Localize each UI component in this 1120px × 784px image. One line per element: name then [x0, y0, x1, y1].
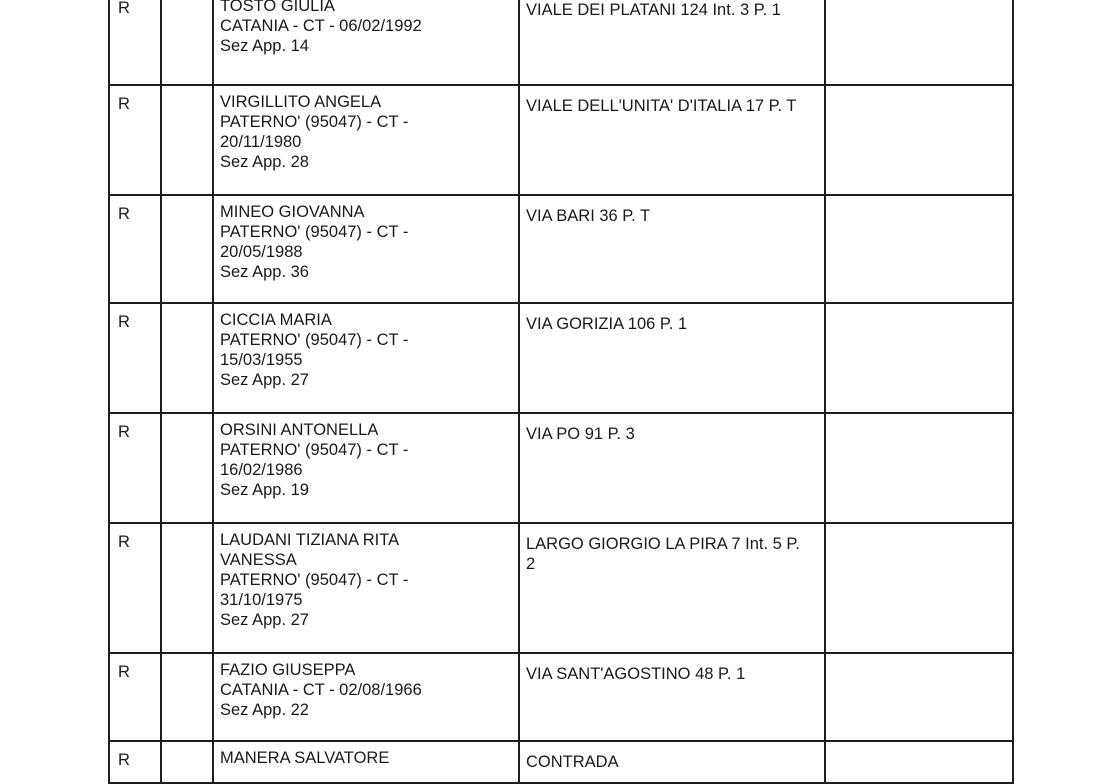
table-row [109, 523, 1013, 653]
code-cell: R [109, 413, 161, 523]
address-text: CONTRADA [526, 753, 619, 771]
blank-cell [161, 195, 213, 303]
address-cell [519, 85, 825, 195]
person-cell [213, 741, 519, 783]
address-text: LARGO GIORGIO LA PIRA 7 Int. 5 P. 2 [526, 535, 800, 573]
extra-cell [825, 523, 1013, 653]
person-name: LAUDANI TIZIANA RITA [220, 531, 400, 549]
address-cell [519, 523, 825, 653]
birth-place: PATERNO' (95047) - CT - [220, 223, 409, 241]
table-row [109, 303, 1013, 413]
code-cell: R [109, 523, 161, 653]
person-cell [213, 85, 519, 195]
address-text: VIALE DEI PLATANI 124 Int. 3 P. 1 [526, 1, 781, 19]
section-info: Sez App. 22 [220, 701, 309, 719]
section-info: Sez App. 14 [220, 37, 309, 55]
address-cell [519, 195, 825, 303]
person-name: CICCIA MARIA [220, 311, 332, 329]
address-cell [519, 303, 825, 413]
roster-table [108, 0, 1014, 784]
code-cell: R [109, 195, 161, 303]
blank-cell [161, 741, 213, 783]
person-name: TOSTO GIULIA [220, 0, 335, 15]
person-cell [213, 195, 519, 303]
table-row [109, 413, 1013, 523]
birth-date: 20/05/1988 [220, 243, 303, 261]
person-name: ORSINI ANTONELLA [220, 421, 379, 439]
table-row [109, 741, 1013, 783]
person-name: VIRGILLITO ANGELA [220, 93, 382, 111]
address-text: VIA BARI 36 P. T [526, 207, 651, 225]
birth-date: 16/02/1986 [220, 461, 303, 479]
person-cell [213, 523, 519, 653]
extra-cell [825, 303, 1013, 413]
extra-cell [825, 0, 1013, 85]
birth-date: 20/11/1980 [220, 133, 302, 151]
address-text: VIA SANT'AGOSTINO 48 P. 1 [526, 665, 746, 683]
address-text: VIALE DELL'UNITA' D'ITALIA 17 P. T [526, 97, 797, 115]
extra-cell [825, 85, 1013, 195]
section-info: Sez App. 19 [220, 481, 309, 499]
blank-cell [161, 523, 213, 653]
birth-place: PATERNO' (95047) - CT - [220, 441, 409, 459]
person-name-continued: VANESSA [220, 551, 297, 569]
address-text: VIA GORIZIA 106 P. 1 [526, 315, 688, 333]
table-row [109, 85, 1013, 195]
extra-cell [825, 653, 1013, 741]
address-cell [519, 653, 825, 741]
blank-cell [161, 413, 213, 523]
person-cell [213, 303, 519, 413]
extra-cell [825, 413, 1013, 523]
code-cell: R [109, 0, 161, 85]
person-name: FAZIO GIUSEPPA [220, 661, 356, 679]
extra-cell [825, 741, 1013, 783]
code-cell: R [109, 653, 161, 741]
birth-info: CATANIA - CT - 02/08/1966 [220, 681, 422, 699]
section-info: Sez App. 27 [220, 611, 309, 629]
address-cell [519, 0, 825, 85]
table-row [109, 653, 1013, 741]
extra-cell [825, 195, 1013, 303]
birth-place: PATERNO' (95047) - CT - [220, 571, 409, 589]
person-cell [213, 653, 519, 741]
blank-cell [161, 0, 213, 85]
section-info: Sez App. 36 [220, 263, 309, 281]
address-cell [519, 413, 825, 523]
blank-cell [161, 85, 213, 195]
person-name: MANERA SALVATORE [220, 749, 390, 767]
blank-cell [161, 653, 213, 741]
section-info: Sez App. 27 [220, 371, 309, 389]
birth-info: CATANIA - CT - 06/02/1992 [220, 17, 422, 35]
address-text: VIA PO 91 P. 3 [526, 425, 635, 443]
code-cell: R [109, 85, 161, 195]
birth-date: 15/03/1955 [220, 351, 303, 369]
code-cell: R [109, 303, 161, 413]
person-cell [213, 413, 519, 523]
code-cell: R [109, 741, 161, 783]
person-cell [213, 0, 519, 85]
person-name: MINEO GIOVANNA [220, 203, 365, 221]
address-cell [519, 741, 825, 783]
birth-place: PATERNO' (95047) - CT - [220, 331, 409, 349]
table-row [109, 195, 1013, 303]
birth-date: 31/10/1975 [220, 591, 303, 609]
birth-place: PATERNO' (95047) - CT - [220, 113, 409, 131]
section-info: Sez App. 28 [220, 153, 309, 171]
table-row [109, 0, 1013, 85]
blank-cell [161, 303, 213, 413]
